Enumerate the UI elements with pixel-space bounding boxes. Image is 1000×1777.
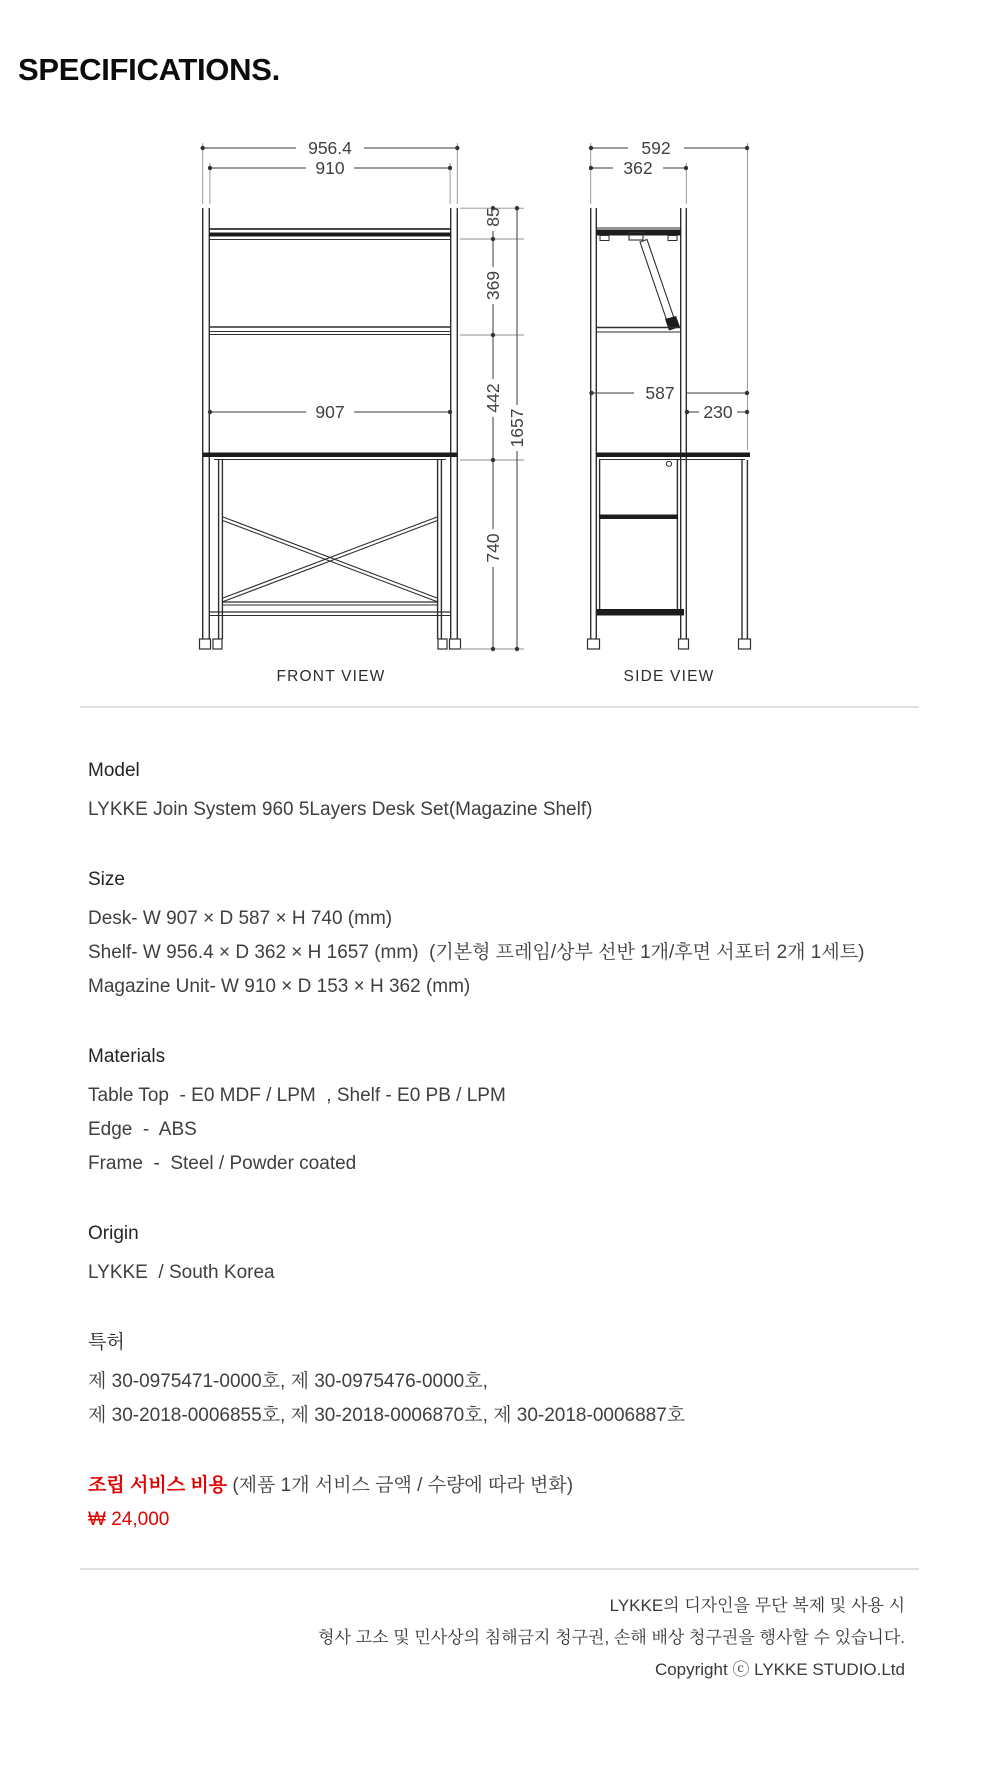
model-value: LYKKE Join System 960 5Layers Desk Set(Magazine Shelf) bbox=[88, 799, 593, 820]
page-title: SPECIFICATIONS. bbox=[18, 52, 280, 87]
materials-frame: Frame - Steel / Powder coated bbox=[88, 1153, 357, 1174]
section-assembly-service bbox=[88, 1469, 905, 1537]
materials-tabletop: Table Top - E0 MDF / LPM , Shelf - E0 PB / LPM bbox=[88, 1085, 506, 1106]
patent-line: 제 30-2018-0006855호, 제 30-2018-0006870호, 제 30-2018-0006887호 bbox=[88, 1405, 686, 1426]
dim-shelf-spacing: 369 bbox=[483, 270, 503, 301]
model-heading: Model bbox=[88, 760, 140, 781]
section-size bbox=[88, 863, 905, 1004]
service-heading: 조립 서비스 비용 bbox=[88, 1475, 228, 1496]
front-view-structure bbox=[200, 208, 461, 649]
size-shelf: Shelf- W 956.4 × D 362 × H 1657 (mm) (기본형 프레임/상부 선반 1개/후면 서포터 2개 1세트) bbox=[88, 942, 865, 963]
footer-line: LYKKE의 디자인을 무단 복제 및 사용 시 bbox=[609, 1596, 905, 1615]
dim-total-height: 1657 bbox=[507, 408, 527, 448]
materials-heading: Materials bbox=[88, 1046, 166, 1067]
size-heading: Size bbox=[88, 869, 125, 890]
dim-outer-depth: 592 bbox=[641, 138, 671, 158]
section-patent bbox=[88, 1326, 905, 1433]
size-desk: Desk- W 907 × D 587 × H 740 (mm) bbox=[88, 908, 393, 929]
section-model bbox=[88, 754, 905, 827]
spec-content bbox=[88, 754, 905, 1573]
dim-top-offset: 85 bbox=[483, 207, 503, 227]
dim-overhang: 230 bbox=[703, 402, 733, 422]
footer-line: 형사 고소 및 민사상의 침해금지 청구권, 손해 배상 청구권을 행사할 수 있습니다. bbox=[318, 1628, 905, 1647]
divider-top bbox=[80, 706, 919, 708]
patent-heading: 특허 bbox=[88, 1332, 125, 1353]
service-price: ₩ 24,000 bbox=[88, 1509, 170, 1530]
front-view-label: FRONT VIEW bbox=[276, 668, 386, 685]
x-brace bbox=[223, 517, 437, 602]
footer-line: Copyright ⓒ LYKKE STUDIO.Ltd bbox=[654, 1660, 905, 1679]
technical-drawing bbox=[0, 118, 1000, 688]
size-magazine-unit: Magazine Unit- W 910 × D 153 × H 362 (mm) bbox=[88, 976, 471, 997]
dim-frame-depth: 362 bbox=[623, 158, 653, 178]
side-view-dimensions bbox=[589, 138, 749, 450]
side-view-label: SIDE VIEW bbox=[623, 668, 715, 685]
dim-mid-spacing: 442 bbox=[483, 383, 503, 413]
materials-edge: Edge - ABS bbox=[88, 1119, 197, 1140]
origin-value: LYKKE / South Korea bbox=[88, 1262, 275, 1283]
service-note: (제품 1개 서비스 금액 / 수량에 따라 변화) bbox=[227, 1475, 574, 1496]
section-materials bbox=[88, 1040, 905, 1181]
dim-desk-depth: 587 bbox=[645, 383, 675, 403]
copyright-footer bbox=[88, 1590, 905, 1686]
support-strut bbox=[629, 233, 680, 331]
drawer-knob bbox=[666, 461, 671, 466]
dim-desk-height: 740 bbox=[483, 533, 503, 563]
service-heading-line bbox=[88, 1469, 905, 1503]
origin-heading: Origin bbox=[88, 1223, 139, 1244]
side-view-structure bbox=[588, 208, 751, 649]
dim-desk-width: 907 bbox=[315, 402, 345, 422]
dim-outer-width: 956.4 bbox=[308, 138, 352, 158]
dim-inner-width: 910 bbox=[315, 158, 345, 178]
section-origin bbox=[88, 1217, 905, 1290]
patent-line: 제 30-0975471-0000호, 제 30-0975476-0000호, bbox=[88, 1371, 488, 1392]
divider-bottom bbox=[80, 1568, 919, 1570]
